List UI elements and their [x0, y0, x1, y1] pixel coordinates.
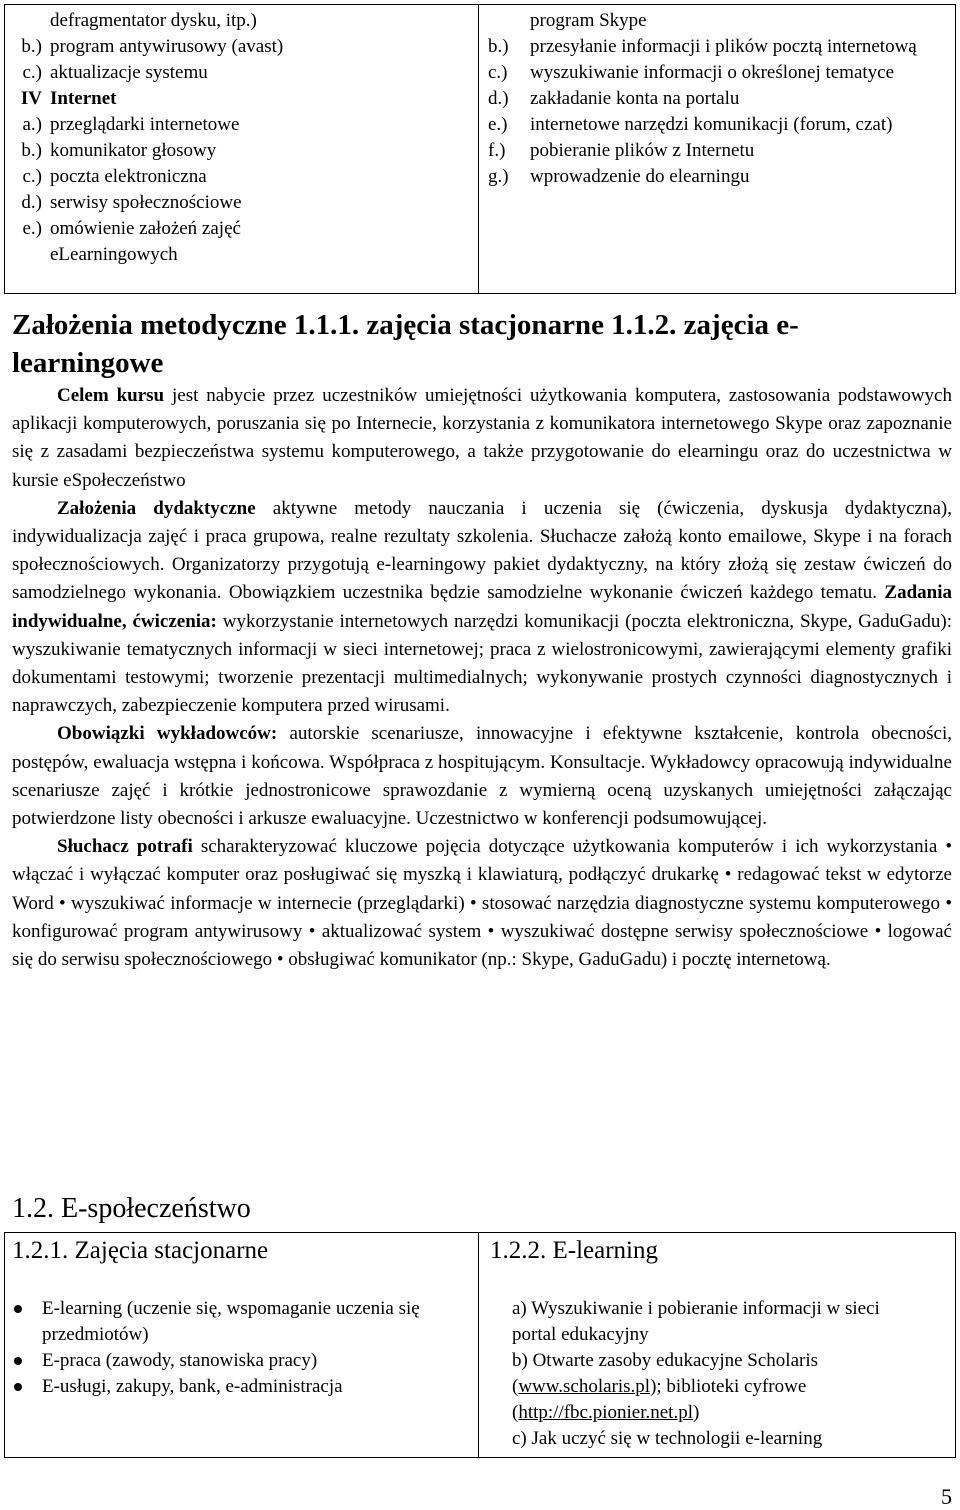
list-item — [482, 164, 950, 190]
list-item-text: program Skype — [530, 10, 647, 31]
list-item-text: defragmentator dysku, itp.) — [50, 10, 257, 31]
list-marker: f.) — [488, 140, 506, 161]
list-item-text: program antywirusowy (avast) — [50, 36, 284, 57]
paragraph-didactic-assumptions: Założenia dydaktyczne aktywne metody nauczania i uczenia się (ćwiczenia, dyskusja dydaktyczna), indywidualizacja zajęć i praca grupowa, realne rezultaty szkolenia. Słuchacze założą konto emailowe, Skype i na forach społecznościowych. Organizatorzy przygotują e-learningowy pakiet dydaktyczny, na który złożą się zestaw ćwiczeń do samodzielnego wykonania. Obowiązkiem uczestnika będzie samodzielne wykonanie ćwiczeń każdego tematu. Zadania indywidualne, ćwiczenia: wykorzystanie internetowych narzędzi komunikacji (poczta elektroniczna, Skype, GaduGadu): wyszukiwanie tematycznych informacji w sieci internetowej; praca z wielostronicowymi, zawierającymi elementy grafiki dokumentami testowymi; tworzenie prezentacji multimedialnych; wykonywanie prostych czynności diagnostycznych i naprawczych, zabezpieczenie komputera przed wirusami. — [12, 497, 953, 717]
list-item — [8, 216, 468, 242]
list-item-text: wyszukiwanie informacji o określonej tematyce — [530, 62, 895, 83]
paragraph-course-goal: Celem kursu jest nabycie przez uczestników umiejętności użytkowania komputera, zastosowania podstawowych aplikacji komputerowych, poruszania się po Internecie, korzystania z komunikatora internetowego Skype oraz zapoznanie się z zasadami bezpieczeństwa systemu komputerowego, a także przygotowanie do elearningu oraz do uczestnictwa w kursie eSpołeczeństwo — [12, 385, 952, 491]
bullet-item — [12, 1374, 470, 1400]
list-item-text: przeglądarki internetowe — [50, 114, 240, 135]
paragraph-lecturer-duties: Obowiązki wykładowców: autorskie scenariusze, innowacyjne i efektywne kształcenie, kontrola obecności, postępów, ewaluacja wstępna i końcowa. Współpraca z hospitującym. Konsultacje. Wykładowcy opracowują indywidualne scenariusze zajęć i krótkie jednostronicowe sprawozdanie z wymierną oceną uzyskanych umiejętności załączając potwierdzone listy obecności i arkusze ewaluacyjne. Uczestnictwo w konferencji podsumowującej. — [12, 723, 952, 830]
col-right-title: 1.2.2. E-learning — [490, 1237, 659, 1264]
list-item-text: internetowe narzędzi komunikacji (forum, czat) — [530, 114, 893, 135]
col-left-title: 1.2.1. Zajęcia stacjonarne — [12, 1237, 269, 1264]
list-marker: d.) — [488, 88, 509, 109]
list-marker: c.) — [488, 62, 508, 83]
scholaris-link[interactable]: www.scholaris.pl — [518, 1376, 651, 1397]
bullet-dot-icon — [14, 1305, 22, 1313]
list-item-text: zakładanie konta na portalu — [530, 88, 740, 109]
list-marker: b.) — [21, 140, 42, 161]
fbc-pionier-link[interactable]: http://fbc.pionier.net.pl — [518, 1402, 693, 1423]
list-item-text: omówienie założeń zajęć — [50, 218, 241, 239]
top-table-divider — [478, 4, 479, 294]
list-item — [8, 34, 468, 60]
list-marker: IV — [20, 88, 42, 109]
list-marker: g.) — [488, 166, 509, 187]
list-item — [8, 164, 468, 190]
col-right-content — [512, 1296, 912, 1452]
bullet-text: E-praca (zawody, stanowiska pracy) — [42, 1350, 318, 1371]
section-title: 1.2. E-społeczeństwo — [12, 1193, 251, 1224]
top-table-right-list — [482, 8, 950, 190]
bullet-dot-icon — [14, 1383, 22, 1391]
bullet-item — [12, 1296, 470, 1348]
col-right-line-portal: a) Wyszukiwanie i pobieranie informacji w sieci portal edukacyjny — [512, 1298, 880, 1345]
list-item-text: aktualizacje systemu — [50, 62, 208, 83]
list-item — [8, 8, 468, 34]
list-marker — [8, 242, 50, 268]
list-item — [8, 190, 468, 216]
paragraph-student-skills: Słuchacz potrafi scharakteryzować kluczowe pojęcia dotyczące użytkowania komputerów i ich wykorzystania • włączać i wyłączać komputer oraz posługiwać się myszką i klawiaturą, podłączyć drukarkę • redagować tekst w edytorze Word • wyszukiwać informacje w internecie (przeglądarki) • stosować narzędzia diagnostyczne systemu komputerowego • konfigurować program antywirusowy • aktualizować system • wyszukiwać dostępne serwisy społecznościowe • logować się do serwisu społecznościowego • obsługiwać komunikator (np.: Skype, GaduGadu) i pocztę internetową. — [12, 836, 952, 971]
list-marker: b.) — [488, 36, 509, 57]
list-marker — [8, 8, 50, 34]
top-table-left-list — [8, 8, 468, 268]
list-item — [482, 86, 950, 112]
bottom-table-divider — [478, 1232, 479, 1458]
list-item — [8, 112, 468, 138]
bullet-item — [12, 1348, 470, 1374]
list-item — [482, 60, 950, 86]
list-item — [8, 60, 468, 86]
col-right-line-scholaris: b) Otwarte zasoby edukacyjne Scholaris (www.scholaris.pl); biblioteki cyfrowe (http://fbc.pionier.net.pl) — [512, 1350, 819, 1423]
page-number: 5 — [941, 1484, 952, 1509]
list-item-text: wprowadzenie do elearningu — [530, 166, 750, 187]
list-item-text: serwisy społecznościowe — [50, 192, 242, 213]
list-marker: c.) — [22, 62, 42, 83]
col-left-bullets — [12, 1296, 470, 1400]
col-right-line-elearning: c) Jak uczyć się w technologii e-learning — [512, 1428, 823, 1449]
list-marker: a.) — [22, 114, 42, 135]
list-item — [482, 34, 950, 60]
list-marker: c.) — [22, 166, 42, 187]
bullet-text: E-learning (uczenie się, wspomaganie uczenia się przedmiotów) — [42, 1298, 420, 1345]
bullet-text: E-usługi, zakupy, bank, e-administracja — [42, 1376, 343, 1397]
main-heading: Założenia metodyczne 1.1.1. zajęcia stacjonarne 1.1.2. zajęcia e-learningowe — [12, 309, 799, 379]
list-item-text: przesyłanie informacji i plików pocztą internetową — [530, 36, 917, 57]
list-marker: d.) — [21, 192, 42, 213]
list-item-text: komunikator głosowy — [50, 140, 217, 161]
list-item — [482, 138, 950, 164]
list-item — [482, 8, 950, 34]
body-text — [12, 382, 952, 974]
list-marker: e.) — [22, 218, 42, 239]
list-item — [8, 242, 468, 268]
bullet-dot-icon — [14, 1357, 22, 1365]
list-item-text: eLearningowych — [50, 244, 178, 265]
list-item-text: pobieranie plików z Internetu — [530, 140, 755, 161]
list-item-text: Internet — [50, 88, 117, 109]
list-item — [8, 138, 468, 164]
list-item — [8, 86, 468, 112]
list-marker: e.) — [488, 114, 508, 135]
list-marker: b.) — [21, 36, 42, 57]
list-item-text: poczta elektroniczna — [50, 166, 207, 187]
list-item — [482, 112, 950, 138]
